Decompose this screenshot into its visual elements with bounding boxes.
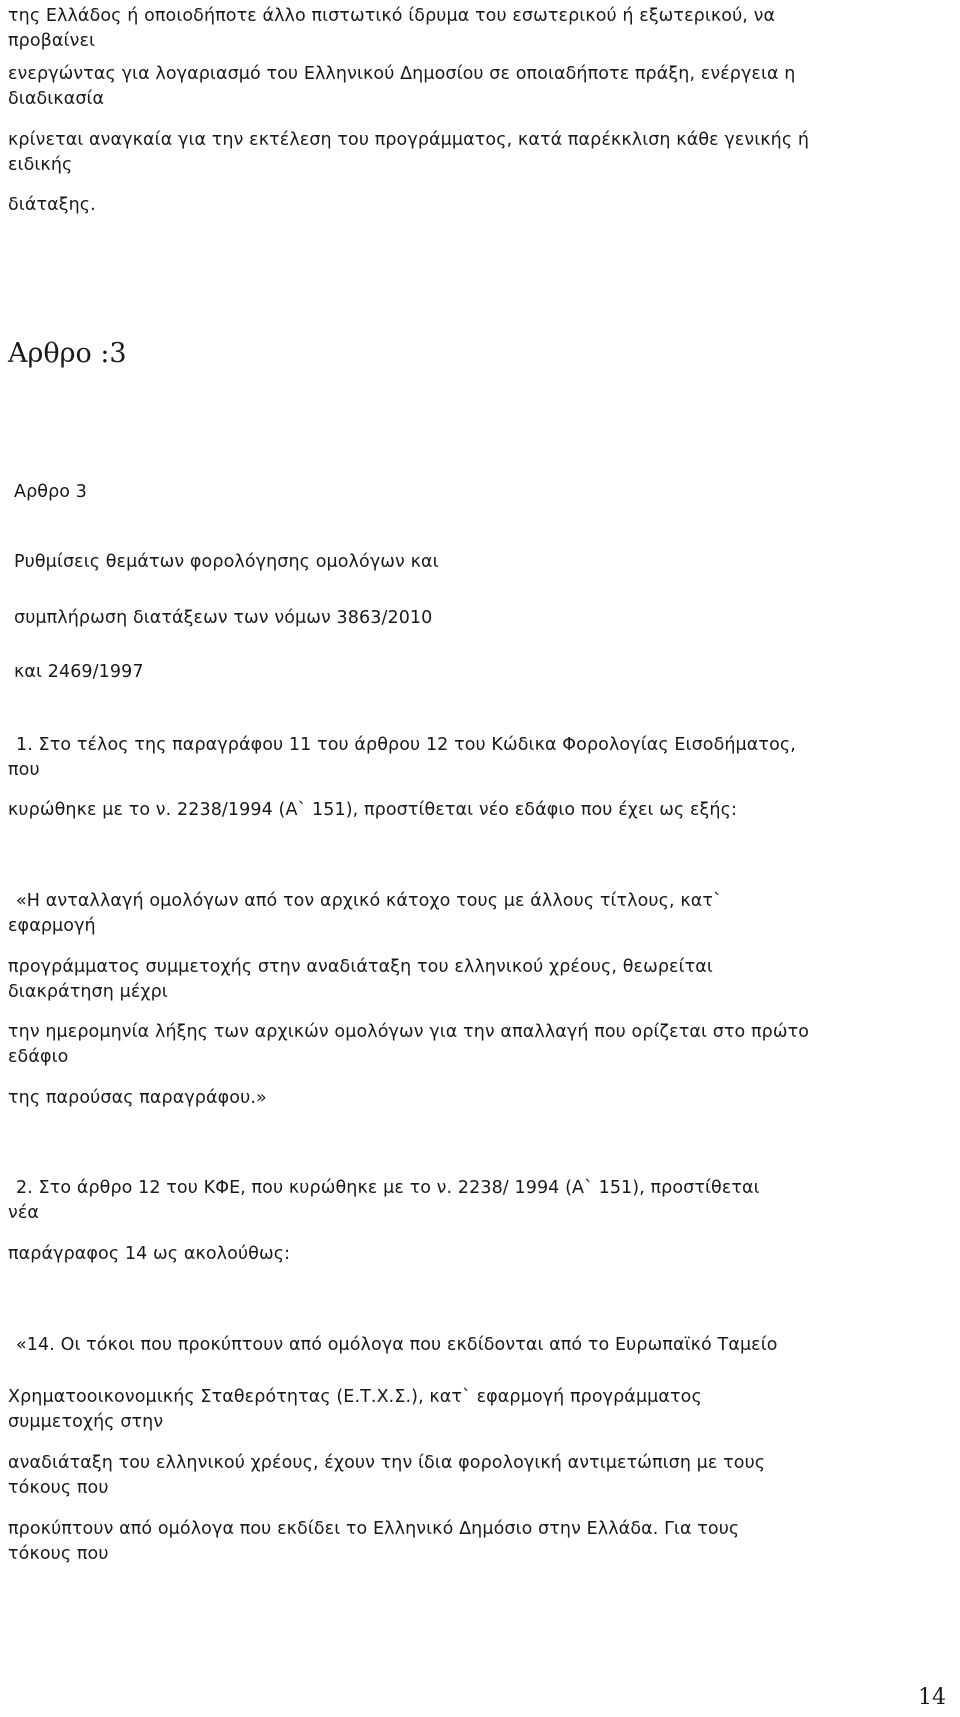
page-number: 14 [918,1685,946,1710]
text-line: αναδιάταξη του ελληνικού χρέους, έχουν την ίδια φορολογική αντιμετώπιση με τους [8,1453,766,1473]
text-line: διαδικασία [8,89,105,109]
article-title: Αρθρο 3 [14,482,87,502]
text-line: της παρούσας παραγράφου.» [8,1088,267,1108]
text-line: «Η ανταλλαγή ομολόγων από τον αρχικό κάτοχο τους με άλλους τίτλους, κατ` [16,891,722,911]
text-line: τόκους που [8,1478,109,1498]
text-line: διακράτηση μέχρι [8,982,168,1002]
text-line: εφαρμογή [8,916,96,936]
text-line: της Ελλάδος ή οποιοδήποτε άλλο πιστωτικό ίδρυμα του εσωτερικού ή εξωτερικού, να [8,6,776,26]
text-line: διάταξης. [8,195,96,215]
text-line: ειδικής [8,155,73,175]
text-line: προγράμματος συμμετοχής στην αναδιάταξη του ελληνικού χρέους, θεωρείται [8,957,713,977]
text-line: νέα [8,1203,40,1223]
article-subtitle-line: συμπλήρωση διατάξεων των νόμων 3863/2010 [14,608,433,628]
text-line: συμμετοχής στην [8,1412,164,1432]
text-line: ενεργώντας για λογαριασμό του Ελληνικού Δημοσίου σε οποιαδήποτε πράξη, ενέργεια η [8,64,796,84]
text-line: προβαίνει [8,31,96,51]
text-line: κυρώθηκε με το ν. 2238/1994 (Α` 151), προστίθεται νέο εδάφιο που έχει ως εξής: [8,800,737,820]
text-line: προκύπτουν από ομόλογα που εκδίδει το Ελληνικό Δημόσιο στην Ελλάδα. Για τους [8,1519,740,1539]
article-subtitle-line: Ρυθμίσεις θεμάτων φορολόγησης ομολόγων και [14,552,439,572]
text-line: την ημερομηνία λήξης των αρχικών ομολόγων για την απαλλαγή που ορίζεται στο πρώτο [8,1022,810,1042]
text-line: 2. Στο άρθρο 12 του ΚΦΕ, που κυρώθηκε με το ν. 2238/ 1994 (Α` 151), προστίθεται [16,1178,760,1198]
text-line: «14. Οι τόκοι που προκύπτουν από ομόλογα που εκδίδονται από το Ευρωπαϊκό Ταμείο [16,1335,778,1355]
text-line: Χρηματοοικονομικής Σταθερότητας (Ε.Τ.Χ.Σ.), κατ` εφαρμογή προγράμματος [8,1387,702,1407]
article-subtitle-line: και 2469/1997 [14,662,144,682]
text-line: τόκους που [8,1544,109,1564]
text-line: 1. Στο τέλος της παραγράφου 11 του άρθρου 12 του Κώδικα Φορολογίας Εισοδήματος, [16,735,796,755]
article-heading: Αρθρο :3 [8,338,127,369]
text-line: που [8,760,40,780]
text-line: εδάφιο [8,1047,69,1067]
text-line: παράγραφος 14 ως ακολούθως: [8,1244,291,1264]
text-line: κρίνεται αναγκαία για την εκτέλεση του προγράμματος, κατά παρέκκλιση κάθε γενικής ή [8,130,810,150]
